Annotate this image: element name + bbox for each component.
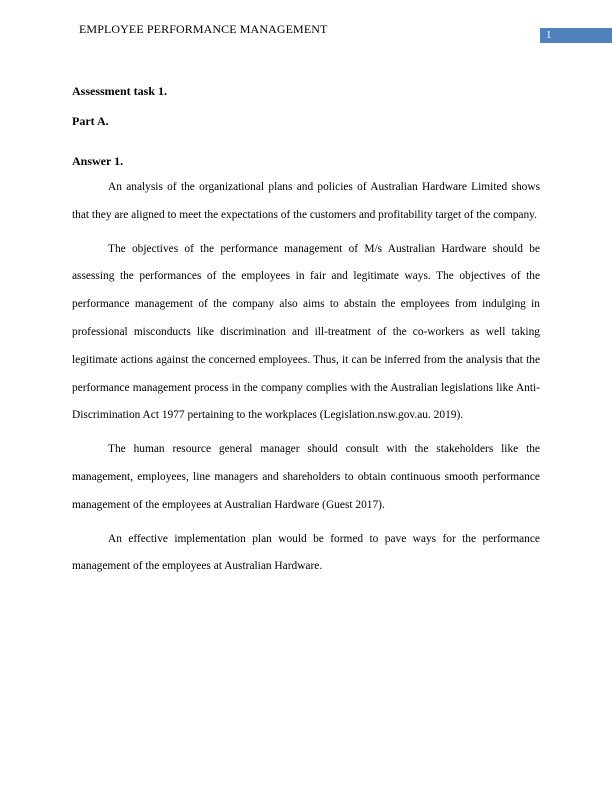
- running-header-title: EMPLOYEE PERFORMANCE MANAGEMENT: [79, 22, 328, 36]
- paragraph-1: An analysis of the organizational plans and policies of Australian Hardware Limited shows that they are aligned to meet the expectations of the customers and profitability target of the company.: [72, 181, 540, 221]
- part-heading: Part A.: [72, 114, 109, 128]
- document-body: [72, 84, 540, 581]
- paragraph-2: The objectives of the performance management of M/s Australian Hardware should be assessing the performances of the employees in fair and legitimate ways. The objectives of the performance management of the company also aims to abstain the employees from indulging in professional misconducts like discrimination and ill-treatment of the co-workers as well taking legitimate actions against the concerned employees. Thus, it can be inferred from the analysis that the performance management process in the company complies with the Australian legislations like Anti-Discrimination Act 1977 pertaining to the workplaces (Legislation.nsw.gov.au. 2019).: [72, 242, 540, 422]
- answer-heading: Answer 1.: [72, 154, 124, 168]
- assessment-task-heading: Assessment task 1.: [72, 84, 168, 98]
- paragraph-4: An effective implementation plan would be formed to pave ways for the performance management of the employees at Australian Hardware.: [72, 532, 540, 573]
- page-number-badge: 1: [540, 28, 612, 43]
- paragraph-3: The human resource general manager should consult with the stakeholders like the management, employees, line managers and shareholders to obtain continuous smooth performance management of the employees at Australian Hardware (Guest 2017).: [72, 443, 540, 511]
